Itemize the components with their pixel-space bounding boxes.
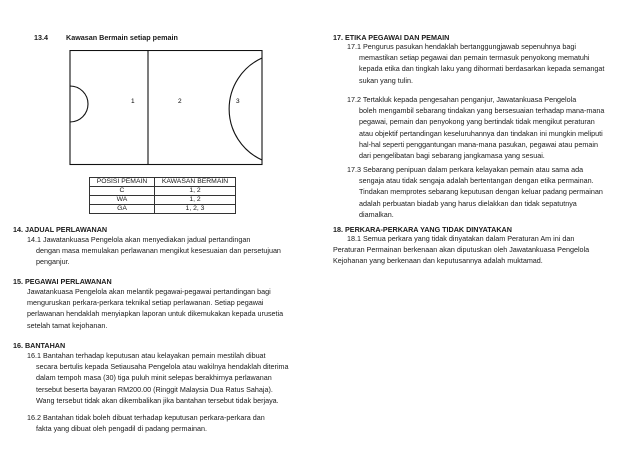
zone-label-1: 1 — [131, 98, 135, 105]
header-zone: KAWASAN BERMAIN — [155, 178, 236, 187]
paragraph-line: 16.1 Bantahan terhadap keputusan atau kelayakan pemain mestilah dibuat — [27, 351, 266, 360]
section-13-number: 13.4 — [34, 33, 48, 42]
paragraph-line: 17.1 Pengurus pasukan hendaklah bertanggungjawab sepenuhnya bagi — [347, 42, 576, 51]
paragraph-line: 17.2 Tertakluk kepada pengesahan penganjur, Jawatankuasa Pengelola — [347, 95, 577, 104]
paragraph-line: tersebut beserta bayaran RM200.00 (Ringgit Malaysia Dua Ratus Sahaja). — [36, 384, 273, 394]
position-cell: WA — [90, 196, 155, 205]
paragraph-line: dengan masa memulakan perlawanan mengikut kesesuaian dan persetujuan — [36, 246, 281, 256]
paragraph-line: 14.1 Jawatankuasa Pengelola akan menyediakan jadual pertandingan — [27, 235, 251, 244]
zone-cell: 1, 2 — [155, 187, 236, 196]
shooting-circle — [229, 58, 262, 160]
paragraph-line: penganjur. — [36, 257, 70, 267]
zone-cell: 1, 2 — [155, 196, 236, 205]
paragraph-line: pegawai, pemain dan penyokong yang bertindak tidak mengikut peraturan — [359, 117, 595, 127]
section-15-body — [27, 286, 283, 331]
section-18-body — [333, 233, 590, 267]
table-row — [90, 196, 236, 205]
netball-court-diagram — [60, 50, 270, 168]
paragraph-line: adalah perbuatan biadab yang harus dielakkan dan tidak sepatutnya — [359, 198, 577, 208]
paragraph-line: menguruskan perkara-perkara teknikal setiap perlawanan. Setiap pegawai — [27, 298, 264, 308]
paragraph-line: Jawatankuasa Pengelola akan melantik pegawai-pegawai pertandingan bagi — [27, 287, 271, 296]
section-16-item-2 — [27, 412, 265, 434]
table-header-row — [90, 178, 236, 187]
paragraph-line: kepada etika dan tingkah laku yang dihormati berdasarkan kepada semangat — [359, 64, 605, 74]
paragraph-line: dari pengelibatan bagi sebarang jangkamasa yang sesuai. — [359, 151, 545, 161]
paragraph-line: Wang tersebut tidak akan dikembalikan jika bantahan tersebut tidak berjaya. — [36, 395, 279, 405]
section-16-item-1 — [27, 350, 289, 406]
paragraph-line: 17.3 Sebarang penipuan dalam perkara kelayakan pemain atau sama ada — [347, 165, 584, 174]
paragraph-line: Peraturan Permainan berkenaan akan diputuskan oleh Jawatankuasa Pengelola — [333, 245, 590, 255]
paragraph-line: secara bertulis kepada Setiausaha Pengelola atau wakilnya hendaklah diterima — [36, 362, 289, 372]
position-cell: C — [90, 187, 155, 196]
paragraph-line: sukan yang tulin. — [359, 75, 413, 85]
section-17-item-3 — [347, 164, 603, 220]
header-position: POSISI PEMAIN — [90, 178, 155, 187]
section-17-heading: 17. ETIKA PEGAWAI DAN PEMAIN — [333, 33, 450, 42]
positions-table — [89, 177, 236, 214]
paragraph-line: perlawanan hendaklah menyiapkan laporan untuk dikemukakan kepada urusetia — [27, 309, 284, 319]
section-14-heading: 14. JADUAL PERLAWANAN — [13, 225, 108, 234]
zone-label-3: 3 — [236, 98, 240, 105]
paragraph-line: 18.1 Semua perkara yang tidak dinyatakan dalam Peraturan Am ini dan — [347, 234, 575, 243]
table-row — [90, 205, 236, 214]
paragraph-line: atau objektif pertandingan keseluruhannya dan tindakan ini mungkin meliputi — [359, 128, 603, 138]
table-row — [90, 187, 236, 196]
section-16-heading: 16. BANTAHAN — [13, 341, 66, 350]
paragraph-line: 16.2 Bantahan tidak boleh dibuat terhadap keputusan perkara-perkara dan — [27, 413, 265, 422]
paragraph-line: boleh mengambil sebarang tindakan yang bersesuaian terhadap mana-mana — [359, 106, 605, 116]
paragraph-line: hal-hal seperti penggantungan mana-mana pasukan, pegawai atau pemain — [359, 139, 598, 149]
section-14-body — [27, 234, 281, 268]
paragraph-line: sengaja atau tidak sengaja adalah bertentangan dengan etika permainan. — [359, 176, 594, 186]
paragraph-line: dalam tempoh masa (30) tiga puluh minit selepas berakhirnya perlawanan — [36, 373, 272, 383]
paragraph-line: setelah tamat kejohanan. — [27, 320, 108, 330]
section-17-item-2 — [347, 94, 604, 161]
court-outline — [70, 51, 262, 165]
position-cell: GA — [90, 205, 155, 214]
paragraph-line: Tindakan memprotes sebarang keputusan dengan keluar padang permainan — [359, 187, 603, 197]
section-17-item-1 — [347, 41, 604, 86]
zone-label-2: 2 — [178, 98, 182, 105]
paragraph-line: Kejohanan yang berkenaan dan keputusannya adalah muktamad. — [333, 256, 543, 266]
left-circle — [70, 86, 88, 122]
paragraph-line: diamalkan. — [359, 209, 394, 219]
section-15-heading: 15. PEGAWAI PERLAWANAN — [13, 277, 112, 286]
paragraph-line: fakta yang dibuat oleh pengadil di padang permainan. — [36, 424, 208, 434]
zone-cell: 1, 2, 3 — [155, 205, 236, 214]
section-18-heading: 18. PERKARA-PERKARA YANG TIDAK DINYATAKAN — [333, 225, 512, 234]
section-13-title: Kawasan Bermain setiap pemain — [66, 33, 178, 42]
paragraph-line: memastikan setiap pegawai dan pemain termasuk penyokong mematuhi — [359, 53, 590, 63]
